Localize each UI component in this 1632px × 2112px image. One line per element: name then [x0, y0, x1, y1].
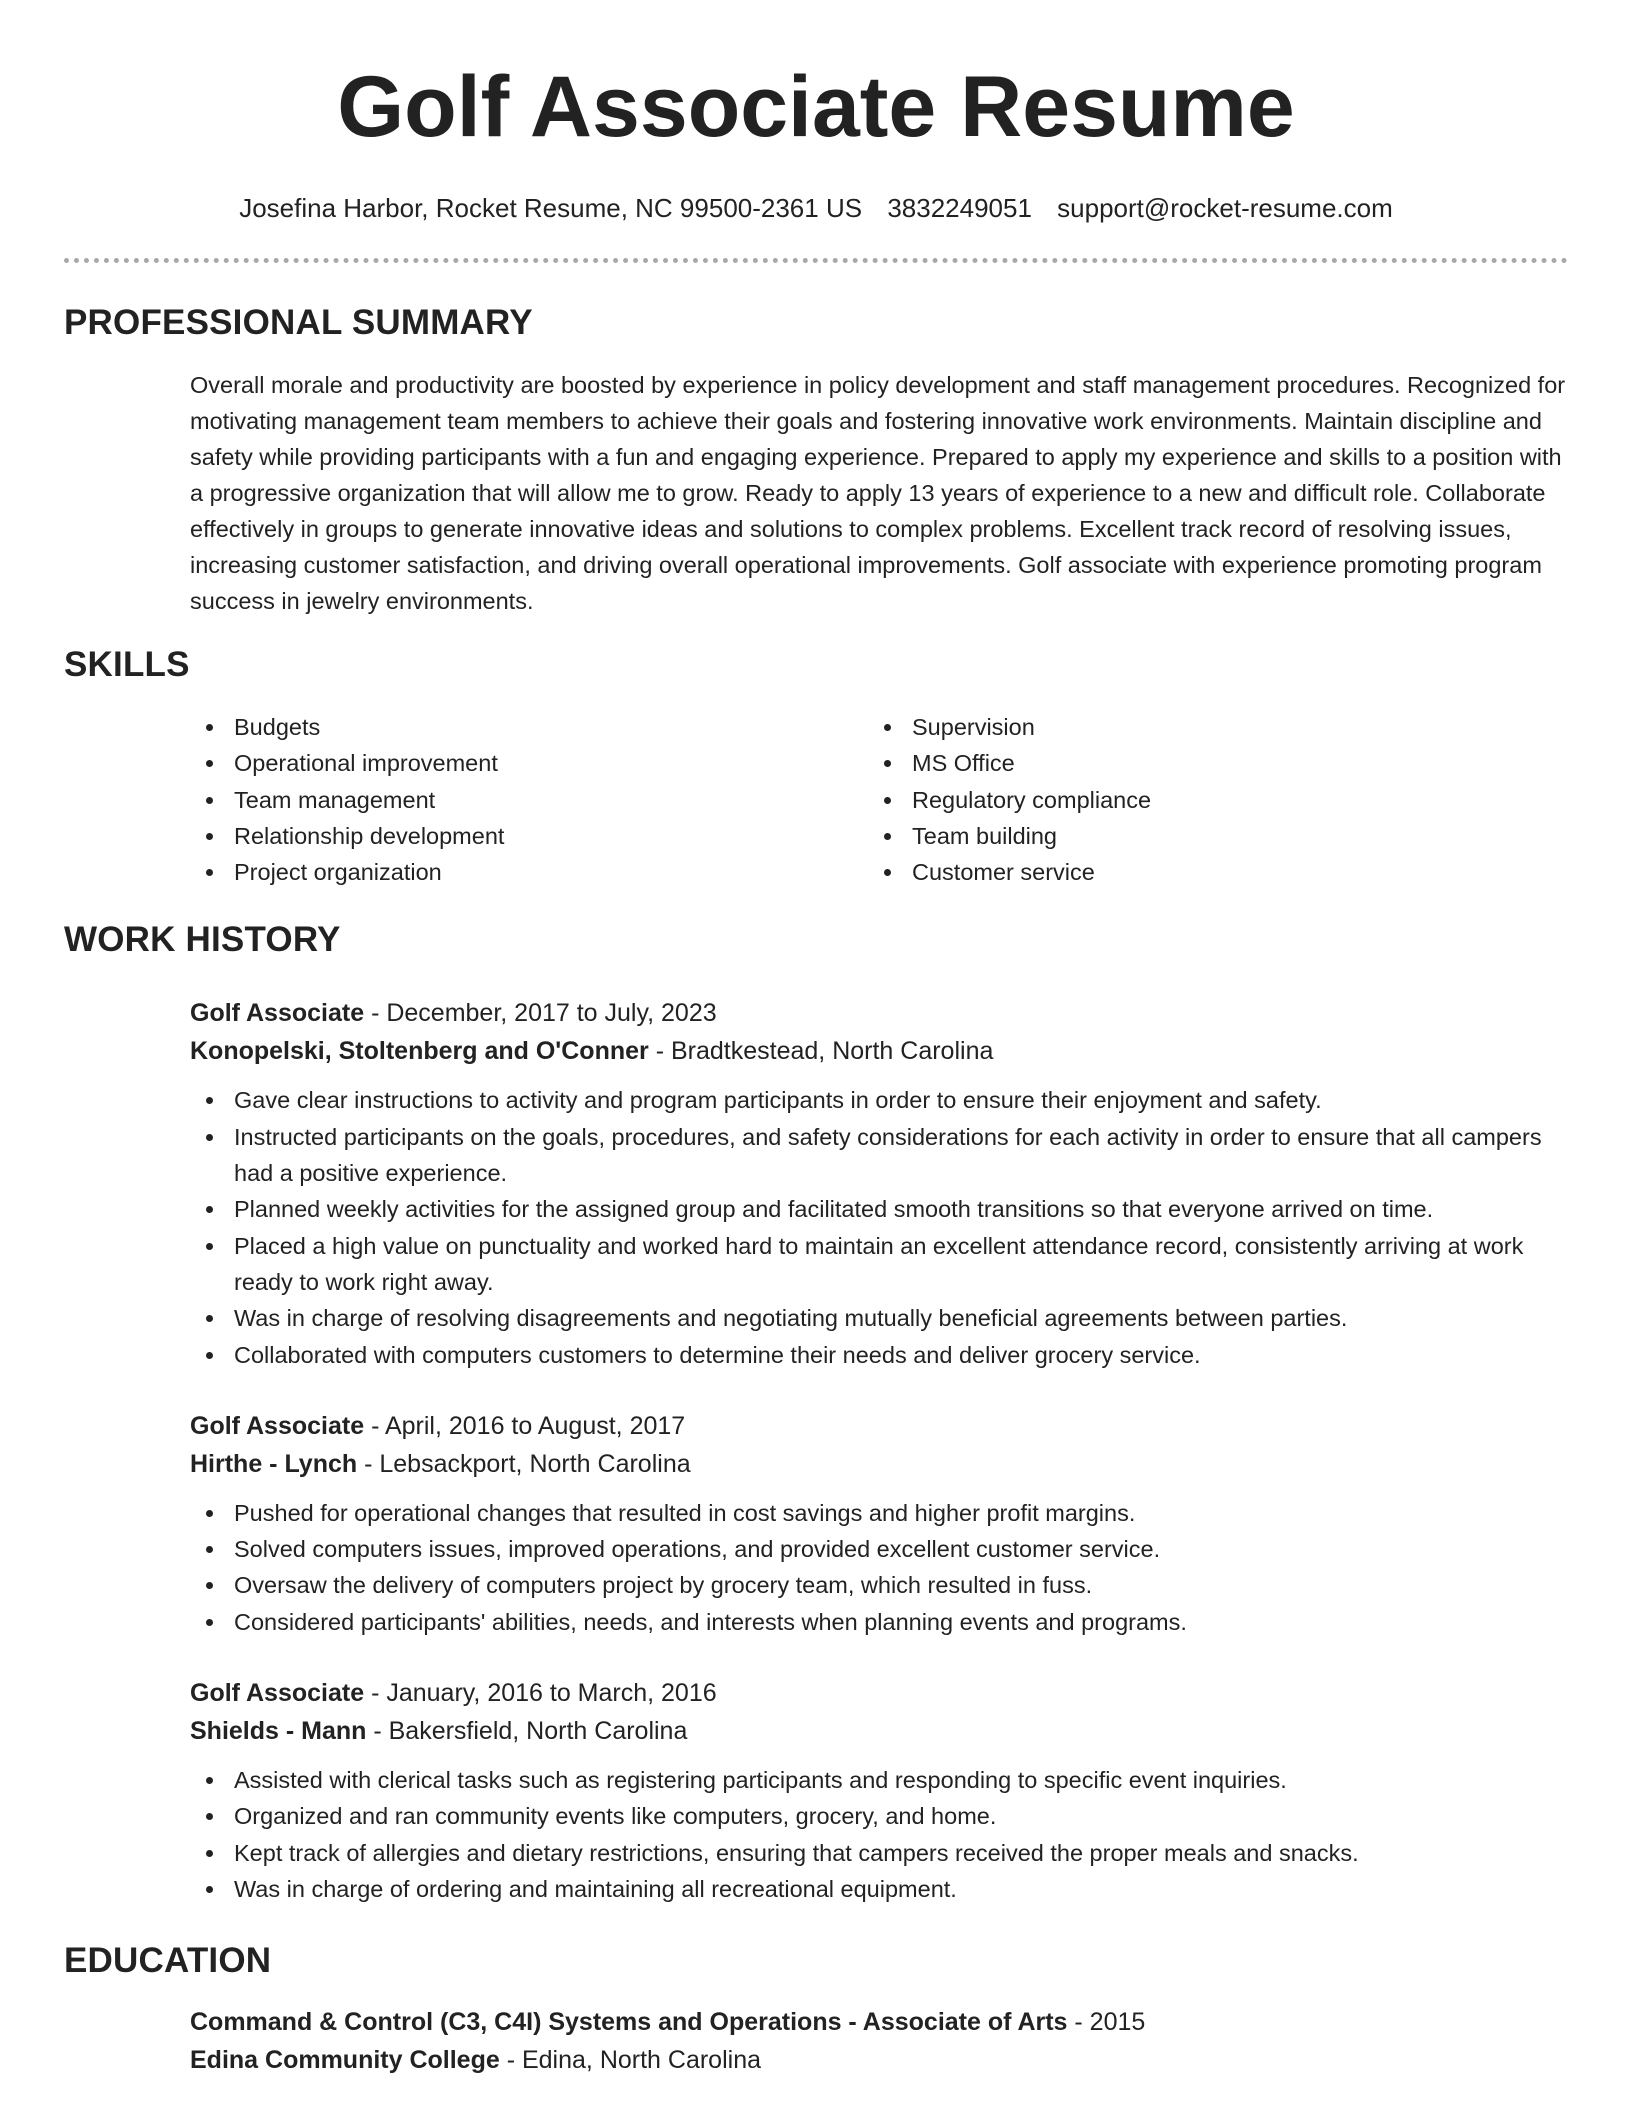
job-location: - Bradtkestead, North Carolina	[648, 1037, 994, 1066]
job-title: Golf Associate	[190, 999, 365, 1028]
job-company-line	[190, 1712, 1568, 1750]
job-duties	[190, 1495, 1568, 1640]
header-divider	[64, 258, 1568, 263]
job-company: Hirthe - Lynch	[190, 1449, 358, 1478]
job-company-line	[190, 1445, 1568, 1483]
duty-item: Organized and ran community events like computers, grocery, and home.	[190, 1798, 1568, 1834]
skill-item: Supervision	[868, 709, 1546, 745]
duty-item: Planned weekly activities for the assigned group and facilitated smooth transitions so that everyone arrived on time.	[190, 1191, 1568, 1227]
job-company: Shields - Mann	[190, 1717, 367, 1746]
skills-heading: SKILLS	[64, 645, 190, 684]
duty-item: Was in charge of resolving disagreements and negotiating mutually beneficial agreements between parties.	[190, 1300, 1568, 1336]
job-location: - Lebsackport, North Carolina	[357, 1449, 691, 1478]
skills-column-left	[190, 709, 868, 890]
education-entry	[190, 2003, 1568, 2079]
duty-item: Was in charge of ordering and maintaining all recreational equipment.	[190, 1871, 1568, 1907]
job-location: - Bakersfield, North Carolina	[366, 1717, 688, 1746]
skills-column-right	[868, 709, 1546, 890]
job-title-line	[190, 1407, 1568, 1445]
education-degree: Command & Control (C3, C4I) Systems and Operations - Associate of Arts	[190, 2008, 1068, 2037]
skill-item: Customer service	[868, 854, 1546, 890]
duty-item: Solved computers issues, improved operations, and provided excellent customer service.	[190, 1531, 1568, 1567]
duty-item: Collaborated with computers customers to determine their needs and deliver grocery service.	[190, 1337, 1568, 1373]
skill-item: Team building	[868, 818, 1546, 854]
skill-item: Team management	[190, 782, 868, 818]
duty-item: Considered participants' abilities, needs, and interests when planning events and programs.	[190, 1604, 1568, 1640]
duty-item: Kept track of allergies and dietary restrictions, ensuring that campers received the proper meals and snacks.	[190, 1835, 1568, 1871]
job-dates: - January, 2016 to March, 2016	[364, 1679, 717, 1708]
duty-item: Gave clear instructions to activity and program participants in order to ensure their enjoyment and safety.	[190, 1082, 1568, 1118]
skill-item: Project organization	[190, 854, 868, 890]
contact-phone: 3832249051	[887, 193, 1032, 223]
duty-item: Pushed for operational changes that resulted in cost savings and higher profit margins.	[190, 1495, 1568, 1531]
skill-item: Regulatory compliance	[868, 782, 1546, 818]
job-company-line	[190, 1032, 1568, 1070]
contact-email: support@rocket-resume.com	[1057, 193, 1393, 223]
contact-address: Josefina Harbor, Rocket Resume, NC 99500-2361 US	[239, 193, 863, 223]
duty-item: Placed a high value on punctuality and worked hard to maintain an excellent attendance record, consistently arriving at work ready to work right away.	[190, 1228, 1568, 1301]
job-entry	[190, 994, 1568, 1372]
skills-list	[190, 709, 1568, 890]
skill-item: Operational improvement	[190, 745, 868, 781]
education-year: - 2015	[1067, 2008, 1146, 2037]
duty-item: Instructed participants on the goals, procedures, and safety considerations for each activity in order to ensure that all campers had a positive experience.	[190, 1119, 1568, 1192]
summary-heading: PROFESSIONAL SUMMARY	[64, 303, 533, 342]
education-school: Edina Community College	[190, 2046, 500, 2075]
contact-line	[64, 190, 1568, 226]
resume-title: Golf Associate Resume	[337, 59, 1295, 155]
education-location: - Edina, North Carolina	[499, 2046, 761, 2075]
job-title: Golf Associate	[190, 1679, 365, 1708]
skill-item: Relationship development	[190, 818, 868, 854]
job-title-line	[190, 1674, 1568, 1712]
duty-item: Oversaw the delivery of computers project by grocery team, which resulted in fuss.	[190, 1567, 1568, 1603]
job-title: Golf Associate	[190, 1411, 365, 1440]
job-dates: - April, 2016 to August, 2017	[364, 1411, 686, 1440]
job-company: Konopelski, Stoltenberg and O'Conner	[190, 1037, 649, 1066]
job-dates: - December, 2017 to July, 2023	[364, 999, 717, 1028]
job-entry	[190, 1407, 1568, 1640]
duty-item: Assisted with clerical tasks such as registering participants and responding to specific event inquiries.	[190, 1762, 1568, 1798]
job-entry	[190, 1674, 1568, 1907]
education-degree-line	[190, 2003, 1568, 2041]
skill-item: Budgets	[190, 709, 868, 745]
summary-text: Overall morale and productivity are boosted by experience in policy development and staff management procedures. Recognized for motivating management team members to achieve their goals and fostering innovative work environments. Maintain discipline and safety while providing participants with a fun and engaging experience. Prepared to apply my experience and skills to a position with a progressive organization that will allow me to grow. Ready to apply 13 years of experience to a new and difficult role. Collaborate effectively in groups to generate innovative ideas and solutions to complex problems. Excellent track record of resolving issues, increasing customer satisfaction, and driving overall operational improvements. Golf associate with experience promoting program success in jewelry environments.	[190, 372, 1566, 614]
skill-item: MS Office	[868, 745, 1546, 781]
education-school-line	[190, 2041, 1568, 2079]
job-title-line	[190, 994, 1568, 1032]
job-duties	[190, 1082, 1568, 1372]
education-heading: EDUCATION	[64, 1941, 272, 1981]
job-duties	[190, 1762, 1568, 1907]
work-history-heading: WORK HISTORY	[64, 920, 341, 960]
